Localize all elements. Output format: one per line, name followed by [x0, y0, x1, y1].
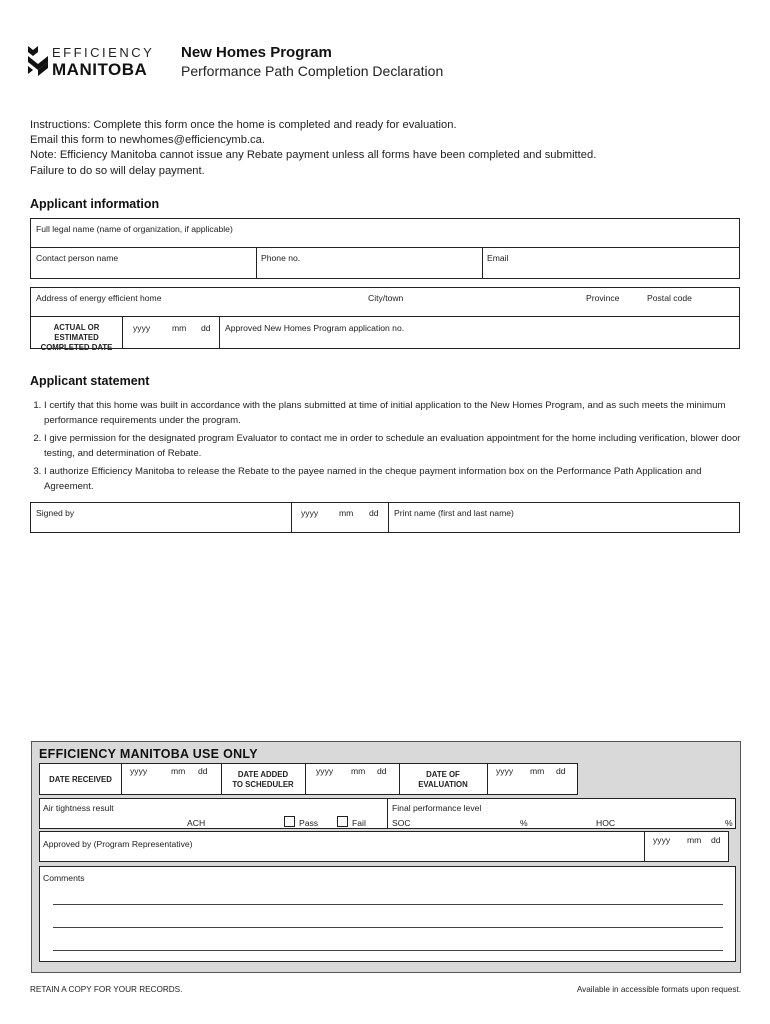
date-added-label: DATE ADDED TO SCHEDULER — [232, 770, 294, 789]
signed-dd[interactable]: dd — [369, 508, 379, 518]
soc-percent: % — [520, 818, 528, 828]
comment-line — [53, 904, 723, 905]
hoc-percent: % — [725, 818, 733, 828]
contact-person-label: Contact person name — [36, 253, 119, 263]
approved-by-label[interactable]: Approved by (Program Representative) — [43, 839, 193, 849]
instructions — [30, 118, 596, 179]
address-row[interactable] — [30, 287, 740, 317]
eval-dd[interactable]: dd — [556, 766, 566, 776]
comment-line — [53, 950, 723, 951]
received-dd[interactable]: dd — [198, 766, 208, 776]
pass-checkbox[interactable]: Pass — [284, 816, 318, 828]
footer-accessibility-note: Available in accessible formats upon request. — [576, 985, 741, 994]
full-name-label: Full legal name (name of organization, if applicable) — [36, 224, 233, 234]
print-name-label[interactable]: Print name (first and last name) — [394, 508, 514, 518]
province-label: Province — [586, 293, 620, 303]
soc-label[interactable]: SOC — [392, 818, 411, 828]
statement-item: 1. I certify that this home was built in accordance with the plans submitted at time of initial application to the New Homes Program, and as such meets the minimum performance requirements under the program. — [44, 398, 752, 428]
added-dd[interactable]: dd — [377, 766, 387, 776]
postal-code-label: Postal code — [647, 293, 692, 303]
ach-label[interactable]: ACH — [187, 818, 206, 828]
efficiency-manitoba-logo-icon — [28, 46, 48, 78]
applicant-statement-heading: Applicant statement — [30, 374, 150, 388]
eval-yyyy[interactable]: yyyy — [496, 766, 514, 776]
office-use-heading: EFFICIENCY MANITOBA USE ONLY — [39, 747, 258, 761]
completed-date-label: ACTUAL OR ESTIMATED COMPLETED DATE — [40, 323, 113, 352]
full-name-field[interactable] — [30, 218, 740, 248]
office-dates-row — [39, 763, 578, 795]
comment-line — [53, 927, 723, 928]
instruction-line: Instructions: Complete this form once the home is completed and ready for evaluation. — [30, 119, 457, 131]
completed-mm[interactable]: mm — [172, 323, 187, 333]
added-mm[interactable]: mm — [351, 766, 366, 776]
logo-wordmark-bottom: MANITOBA — [52, 60, 148, 79]
address-label: Address of energy efficient home — [36, 293, 162, 303]
page-subtitle: Performance Path Completion Declaration — [181, 63, 444, 79]
received-yyyy[interactable]: yyyy — [130, 766, 148, 776]
city-label: City/town — [368, 293, 404, 303]
office-use-panel — [31, 741, 741, 973]
signed-by-label[interactable]: Signed by — [36, 508, 75, 518]
contact-row — [30, 248, 740, 279]
final-performance-label: Final performance level — [392, 803, 482, 813]
application-no-label[interactable]: Approved New Homes Program application no. — [225, 323, 405, 333]
airtightness-row — [39, 798, 736, 829]
received-mm[interactable]: mm — [171, 766, 186, 776]
date-received-label: DATE RECEIVED — [49, 775, 112, 784]
eval-mm[interactable]: mm — [530, 766, 545, 776]
instruction-line: Failure to do so will delay payment. — [30, 164, 205, 177]
statement-item: 2. I give permission for the designated program Evaluator to contact me in order to schedule an evaluation appointment for the home including verification, blower door testing, and determination of Rebate. — [44, 431, 752, 461]
hoc-label[interactable]: HOC — [596, 818, 616, 828]
fail-checkbox[interactable]: Fail — [337, 816, 366, 828]
approved-by-row — [39, 831, 729, 862]
comments-label: Comments — [43, 873, 85, 883]
comments-box[interactable] — [39, 866, 736, 962]
signed-mm[interactable]: mm — [339, 508, 354, 518]
instruction-line: Note: Efficiency Manitoba cannot issue any Rebate payment unless all forms have been completed and submitted. — [30, 149, 597, 162]
completed-date-row — [30, 317, 740, 352]
footer-retain-note: RETAIN A COPY FOR YOUR RECORDS. — [30, 985, 183, 994]
applicant-info-heading: Applicant information — [30, 197, 160, 211]
instruction-line: Email this form to newhomes@efficiencymb.ca. — [30, 134, 265, 147]
approved-mm[interactable]: mm — [687, 835, 702, 845]
added-yyyy[interactable]: yyyy — [316, 766, 334, 776]
approved-dd[interactable]: dd — [711, 835, 721, 845]
signed-yyyy[interactable]: yyyy — [301, 508, 319, 518]
statement-item: 3. I authorize Efficiency Manitoba to release the Rebate to the payee named in the cheque payment information box on the Performance Path Application and Agreement. — [44, 464, 752, 494]
completed-yyyy[interactable]: yyyy — [133, 323, 151, 333]
approved-yyyy[interactable]: yyyy — [653, 835, 671, 845]
logo-wordmark-top: EFFICIENCY — [52, 45, 155, 60]
page-title: New Homes Program — [181, 44, 332, 61]
phone-label: Phone no. — [261, 253, 301, 263]
date-of-evaluation-label: DATE OF EVALUATION — [418, 770, 468, 789]
signature-row — [30, 502, 740, 533]
email-label: Email — [487, 253, 509, 263]
statement-list — [30, 398, 752, 497]
airtightness-label: Air tightness result — [43, 803, 114, 813]
completed-dd[interactable]: dd — [201, 323, 211, 333]
